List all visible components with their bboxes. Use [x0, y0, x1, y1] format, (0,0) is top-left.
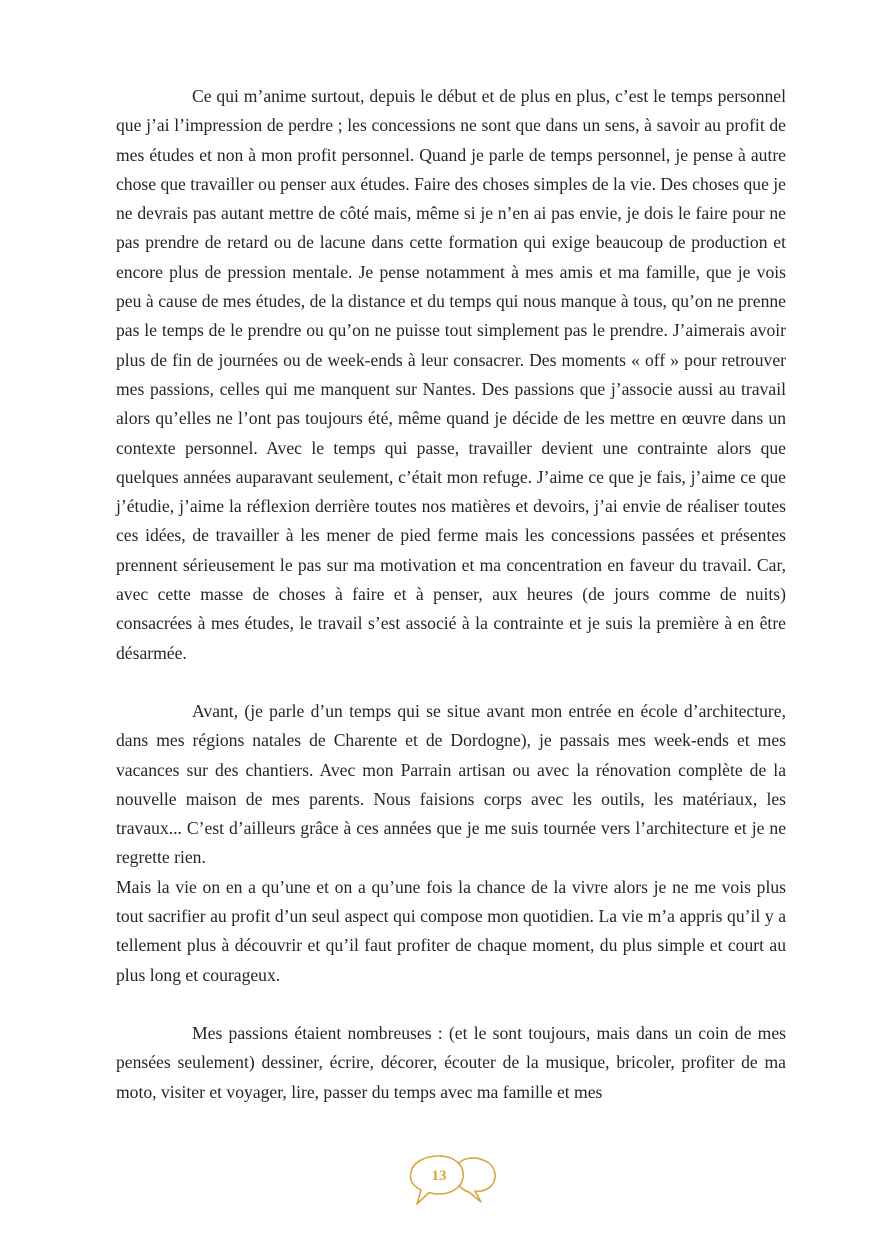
paragraph-3: Mais la vie on en a qu’une et on a qu’une fois la chance de la vivre alors je ne me vois plus tout sacrifier au profit d’un seul aspect qui compose mon quotidien. La vie m’a appris qu’il y a tellement plus à découvrir et qu’il faut profiter de chaque moment, du plus simple et court au plus long et courageux.: [116, 876, 786, 985]
paragraph-2: Avant, (je parle d’un temps qui se situe avant mon entrée en école d’architecture, dans mes régions natales de Charente et de Dordogne), je passais mes week-ends et mes vacances sur des chantiers. Avec mon Parrain artisan ou avec la rénovation complète de la nouvelle maison de mes parents. Nous faisions corps avec les outils, les matériaux, les travaux... C’est d’ailleurs grâce à ces années que je me suis tournée vers l’architecture et je ne regrette rien.: [116, 700, 786, 868]
page-footer: [405, 1152, 501, 1208]
paragraph-spacer: [116, 990, 786, 1019]
paragraph-spacer: [116, 668, 786, 697]
page-number: 13: [431, 1168, 447, 1184]
paragraph-1: Ce qui m’anime surtout, depuis le début et de plus en plus, c’est le temps personnel que j’ai l’impression de perdre ; les concessions ne sont que dans un sens, à savoir au profit de mes études et non à mon profit personnel. Quand je parle de temps personnel, je pense à autre chose que travailler ou penser aux études. Faire des choses simples de la vie. Des choses que je ne devrais pas autant mettre de côté mais, même si je n’en ai pas envie, je dois le faire pour ne pas prendre de retard ou de lacune dans cette formation qui exige beaucoup de production et encore plus de pression mentale. Je pense notamment à mes amis et ma famille, que je vois peu à cause de mes études, de la distance et du temps qui nous manque à tous, qu’on ne prenne pas le temps de le prendre ou qu’on ne puisse tout simplement pas le prendre. J’aimerais avoir plus de fin de journées ou de week-ends à leur consacrer. Des moments « off » pour retrouver mes passions, celles qui me manquent sur Nantes. Des passions que j’associe aussi au travail alors qu’elles ne l’ont pas toujours été, même quand je décide de les mettre en œuvre dans un contexte personnel. Avec le temps qui passe, travailler devient une contrainte alors que quelques années auparavant seulement, c’était mon refuge. J’aime ce que je fais, j’aime ce que j’étudie, j’aime la réflexion derrière toutes nos matières et devoirs, j’ai envie de réaliser toutes ces idées, de travailler à les mener de pied ferme mais les concessions passées et présentes prennent sérieusement le pas sur ma motivation et ma concentration en faveur du travail. Car, avec cette masse de choses à faire et à penser, aux heures (de jours comme de nuits) consacrées à mes études, le travail s’est associé à la contrainte et je suis la première à en être désarmée.: [116, 86, 786, 663]
paragraph-4: Mes passions étaient nombreuses : (et le sont toujours, mais dans un coin de mes pensées seulement) dessiner, écrire, décorer, écouter de la musique, bricoler, profiter de ma moto, visiter et voyager, lire, passer du temps avec ma famille et mes: [116, 1022, 786, 1102]
document-body: [116, 82, 786, 1107]
